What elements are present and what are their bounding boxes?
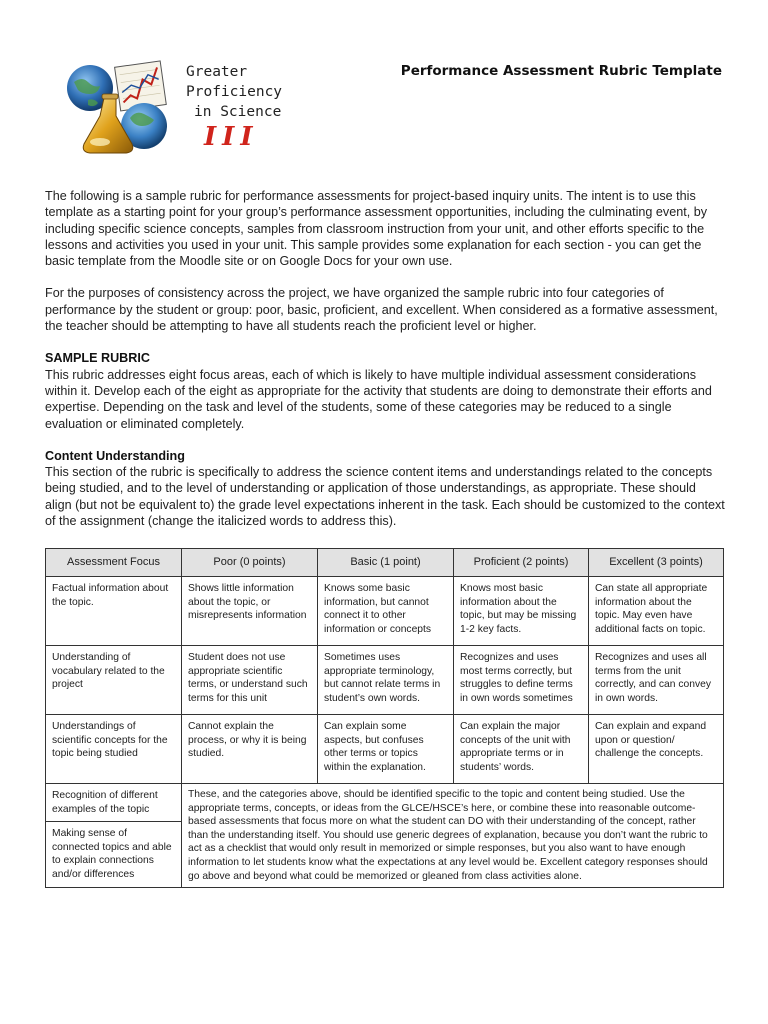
rubric-table <box>45 548 724 888</box>
table-cell: Recognizes and uses all terms from the unit correctly, and can convey in own words. <box>589 646 724 715</box>
logo-line-proficiency: Proficiency <box>186 84 283 100</box>
table-cell: Factual information about the topic. <box>46 577 182 646</box>
sample-rubric-text: This rubric addresses eight focus areas, each of which is likely to have multiple individual assessment considerations within it. Develop each of the eight as appropriate for the activity that students are doing to demonstrate their efforts and expertise. Depending on the task and level of the students, some of these categories may be reduced to a single evaluation or eliminated completely. <box>45 367 712 431</box>
table-row <box>46 646 724 715</box>
logo-roman-numeral: III <box>204 122 259 152</box>
table-cell: Cannot explain the process, or why it is being studied. <box>182 715 318 784</box>
table-row <box>46 577 724 646</box>
gpsiii-logo <box>60 52 290 162</box>
document-title: Performance Assessment Rubric Template <box>400 63 722 79</box>
table-cell: Understandings of scientific concepts for the topic being studied <box>46 715 182 784</box>
sample-rubric-heading: SAMPLE RUBRIC <box>45 351 150 366</box>
science-logo-icon <box>60 54 184 158</box>
table-cell: Can state all appropriate information about the topic. May even have additional facts on topic. <box>589 577 724 646</box>
table-cell: Shows little information about the topic, or misrepresents information <box>182 577 318 646</box>
header-assessment-focus: Assessment Focus <box>46 549 182 577</box>
table-cell: Student does not use appropriate scientific terms, or understand such terms for this unit <box>182 646 318 715</box>
table-cell: Sometimes uses appropriate terminology, but cannot relate terms in student’s own words. <box>318 646 454 715</box>
table-cell: Knows some basic information, but cannot connect it to other information or concepts <box>318 577 454 646</box>
table-cell: Can explain some aspects, but confuses other terms or topics within the explanation. <box>318 715 454 784</box>
table-cell: Can explain the major concepts of the unit with appropriate terms or in students’ words. <box>454 715 589 784</box>
header-basic: Basic (1 point) <box>318 549 454 577</box>
content-understanding-heading: Content Understanding <box>45 448 185 463</box>
table-cell-merged-guidance: These, and the categories above, should be identified specific to the topic and content being studied. Use the appropriate terms, concepts, or ideas from the GLCE/HSCE’s here, or combine these into reasonable outcome-based assessments that focus more on what the student can DO with their understanding of the concept, rather than the understanding itself. You should use generic degrees of explanation, because you don’t want the rubric to act as a checklist that would only result in memorized or simple responses, but you also want to have enough information to let students know what the expectations at any level would be. Excellent category responses should go above and beyond what could be memorized or gleaned from class activities alone. <box>182 784 724 888</box>
intro-paragraph-2: For the purposes of consistency across the project, we have organized the sample rubric into four categories of performance by the student or group: poor, basic, proficient, and excellent. When considered as a formative assessment, the teacher should be attempting to have all students reach the proficient level or higher. <box>45 286 718 334</box>
table-cell: Can explain and expand upon or question/ challenge the concepts. <box>589 715 724 784</box>
table-cell: Recognizes and uses most terms correctly, but struggles to define terms in own words sometimes <box>454 646 589 715</box>
table-header-row <box>46 549 724 577</box>
table-row <box>46 715 724 784</box>
table-cell-focus-recognition: Recognition of different examples of the topic <box>46 784 182 822</box>
intro-paragraph-1: The following is a sample rubric for performance assessments for project-based inquiry units. The intent is to use this template as a starting point for your group’s performance assessment opportunities, including the culminating event, by including specific science concepts, samples from classroom instruction from your unit, and other efforts specific to the lessons and activities you used in your unit. This sample provides some explanation for each section - you can get the basic template from the Moodle site or on Google Docs for your own use. <box>45 189 708 269</box>
logo-line-greater: Greater <box>186 64 248 80</box>
content-understanding-text: This section of the rubric is specifically to address the science content items and understandings related to the concepts being studied, and to the level of understanding or application of those understandings, as appropriate. These should align (but not be equivalent to) the grade level expectations inherent in the task. Each should be customized to the context of the assignment (change the italicized words to address this). <box>45 465 725 529</box>
table-cell-focus-connections: Making sense of connected topics and able to explain connections and/or differences <box>46 822 182 888</box>
table-cell: Knows most basic information about the topic, but may be missing 1-2 key facts. <box>454 577 589 646</box>
header-excellent: Excellent (3 points) <box>589 549 724 577</box>
header-poor: Poor (0 points) <box>182 549 318 577</box>
logo-line-in-science: in Science <box>194 104 282 120</box>
header-proficient: Proficient (2 points) <box>454 549 589 577</box>
body-text <box>45 188 725 545</box>
table-row <box>46 784 724 822</box>
logo-wordmark <box>186 62 296 122</box>
table-cell: Understanding of vocabulary related to the project <box>46 646 182 715</box>
